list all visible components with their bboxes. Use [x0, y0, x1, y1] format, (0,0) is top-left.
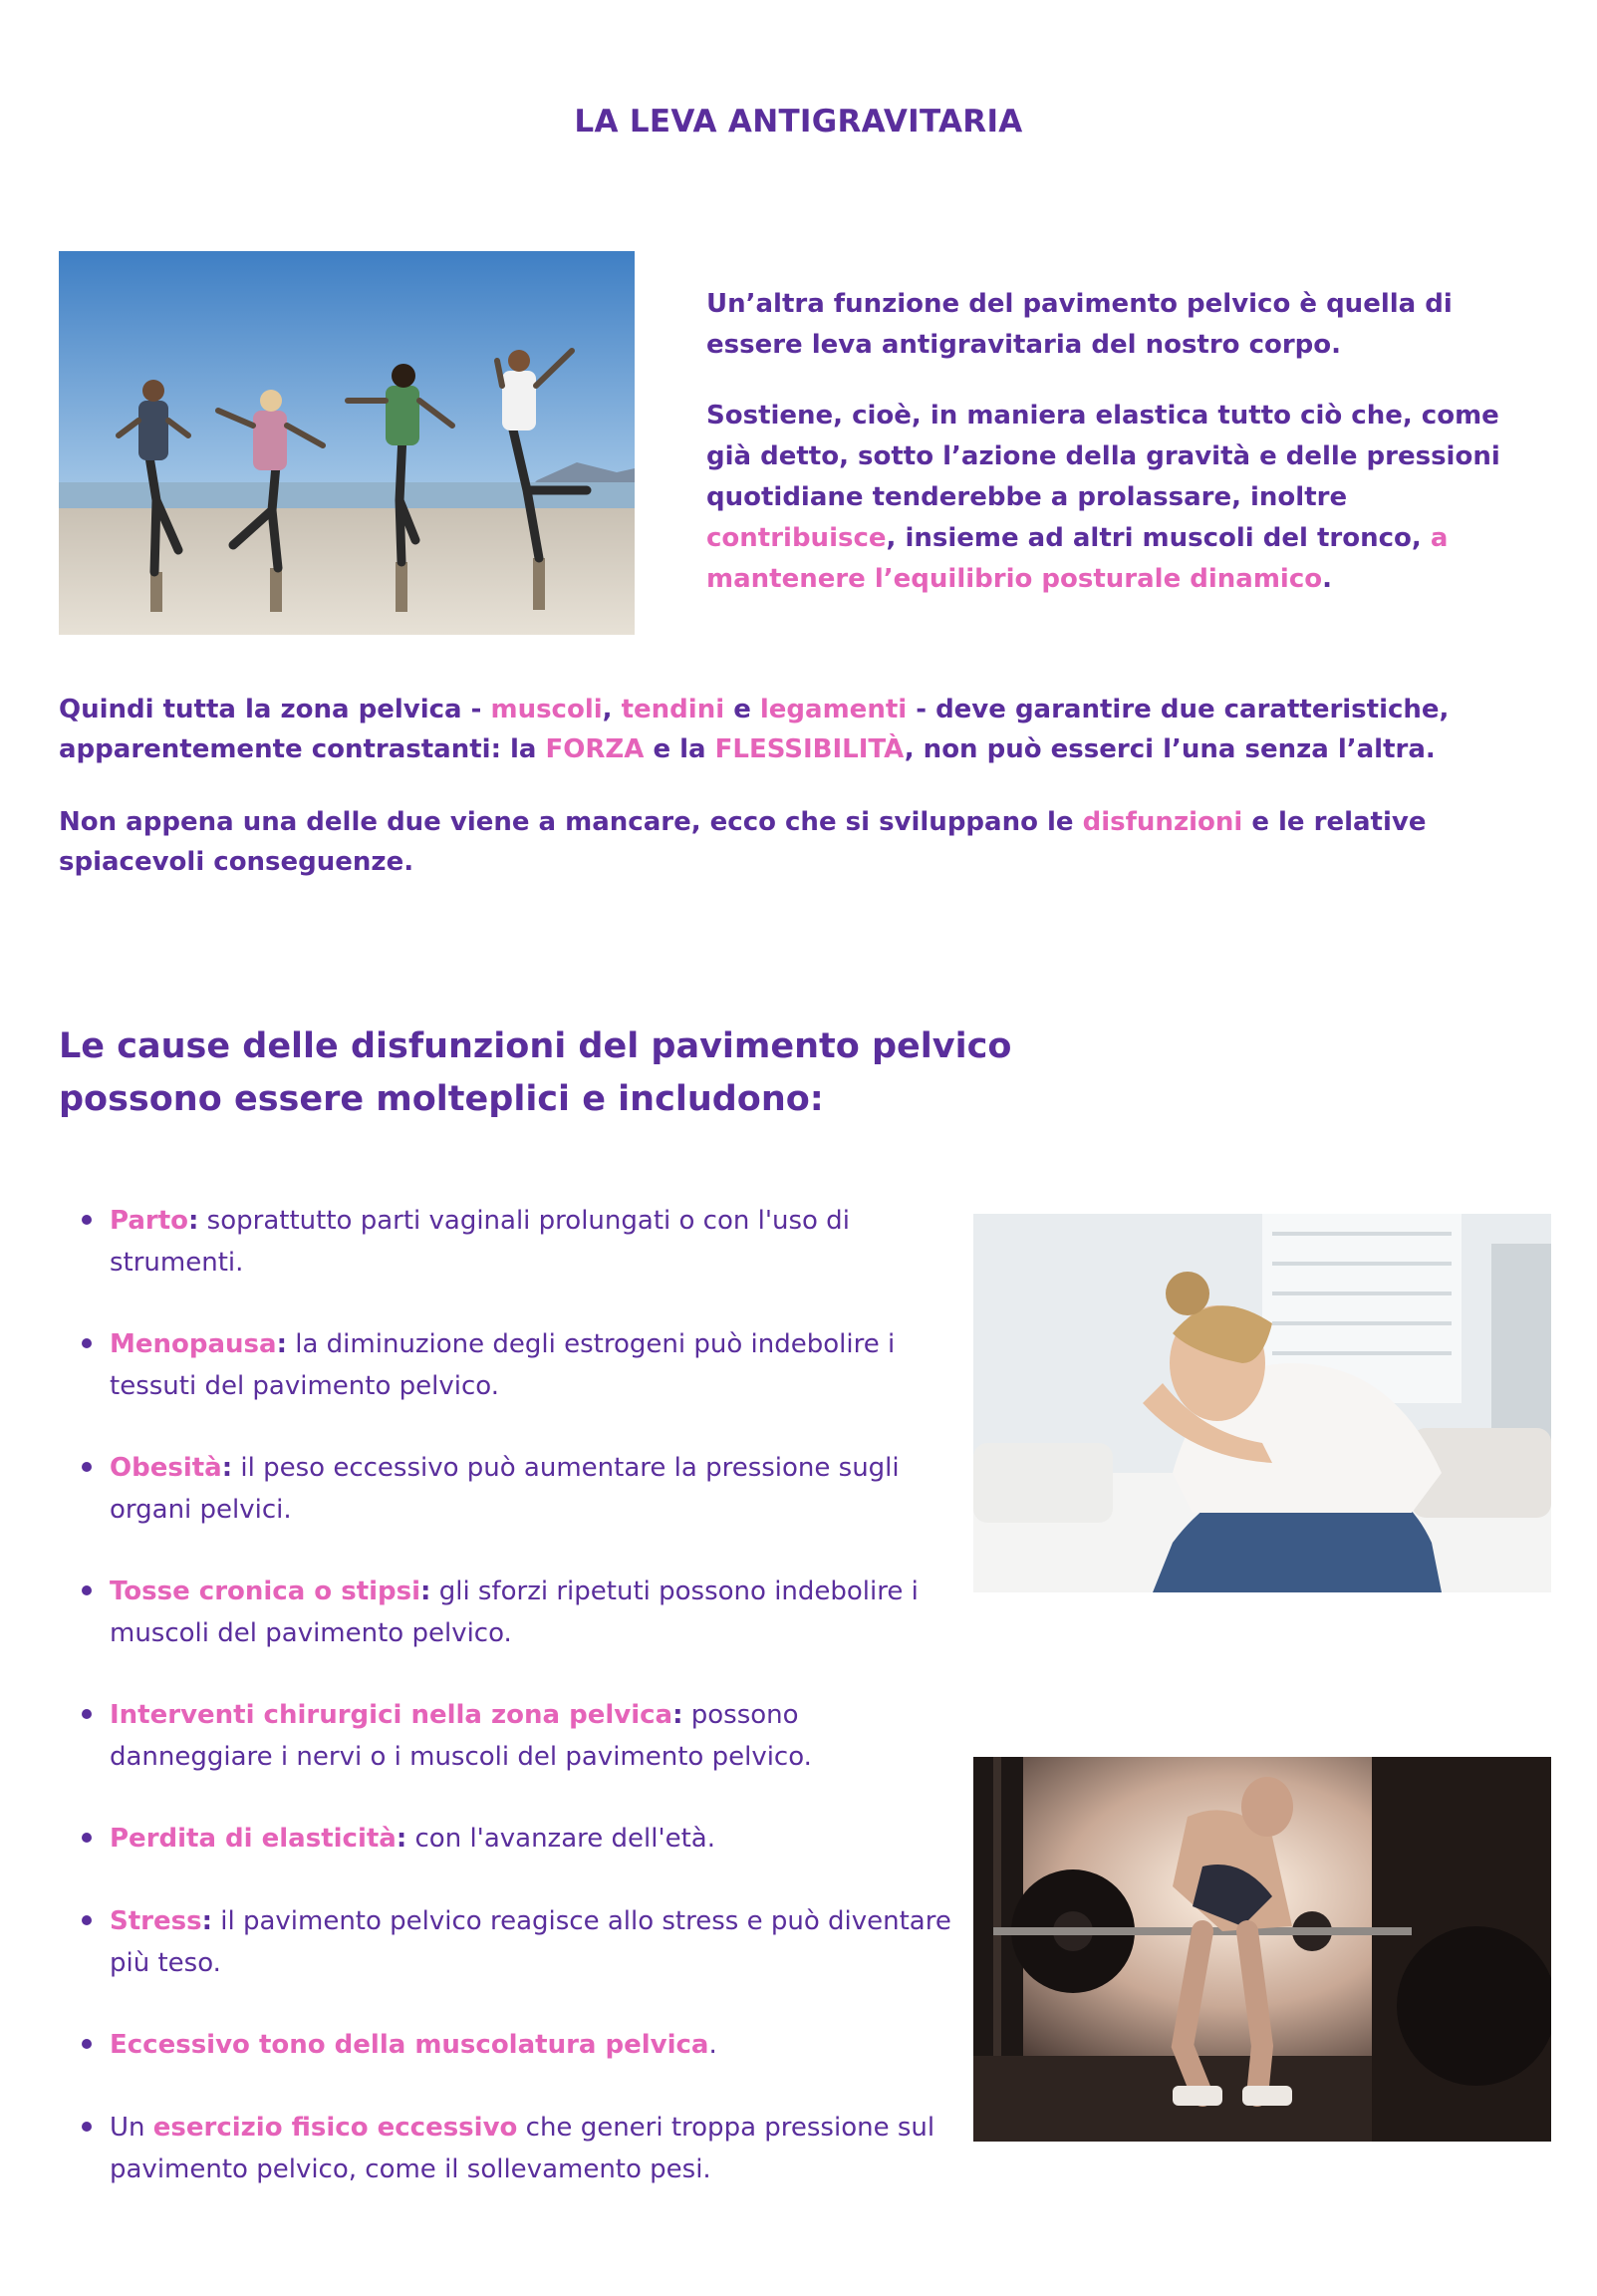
bullet-icon — [82, 1215, 92, 1225]
intro-paragraph-2: Sostiene, cioè, in maniera elastica tutto ciò che, come già detto, sotto l’azione della gravità e delle pressioni quotidiane tenderebbe a prolassare, inoltre contribuisce, insieme ad altri muscoli del tronco, a mantenere l’equilibrio posturale dinamico. — [706, 401, 1500, 594]
list-item: Tosse cronica o stipsi: gli sforzi ripetuti possono indebolire i muscoli del pavimento pelvico. — [110, 1571, 956, 1654]
bullet-icon — [82, 2122, 92, 2132]
intro-paragraph-1: Un’altra funzione del pavimento pelvico è quella di essere leva antigravitaria del nostro corpo. — [706, 289, 1453, 360]
causes-heading: Le cause delle disfunzioni del pavimento pelvico possono essere molteplici e includono: — [59, 1026, 1012, 1119]
highlight-equilibrio: a mantenere l’equilibrio posturale dinamico — [706, 523, 1449, 594]
bullet-icon — [82, 1833, 92, 1843]
list-item: Menopausa: la diminuzione degli estrogeni può indebolire i tessuti del pavimento pelvico. — [110, 1323, 956, 1407]
list-item: Perdita di elasticità: con l'avanzare dell'età. — [110, 1818, 956, 1860]
bullet-icon — [82, 1915, 92, 1925]
dysfunction-paragraph: Non appena una delle due viene a mancare, ecco che si sviluppano le disfunzioni e le relative spiacevoli conseguenze. — [59, 807, 1427, 877]
list-item: Eccessivo tono della muscolatura pelvica. — [110, 2024, 956, 2066]
list-item: Parto: soprattutto parti vaginali prolungati o con l'uso di strumenti. — [110, 1200, 956, 1284]
bullet-icon — [82, 1709, 92, 1719]
list-item: Un esercizio fisico eccessivo che generi troppa pressione sul pavimento pelvico, come il sollevamento pesi. — [110, 2107, 956, 2190]
beach-jumping-people-photo — [59, 251, 635, 635]
bullet-icon — [82, 1462, 92, 1472]
stressed-woman-photo — [973, 1214, 1551, 1592]
pelvic-zone-paragraph: Quindi tutta la zona pelvica - muscoli, tendini e legamenti - deve garantire due caratteristiche, apparentemente contrastanti: la FORZA e la FLESSIBILITÀ, non può esserci l’una senza l’altra. — [59, 695, 1450, 764]
bullet-icon — [82, 1338, 92, 1348]
bullet-icon — [82, 1585, 92, 1595]
list-item: Stress: il pavimento pelvico reagisce allo stress e può diventare più teso. — [110, 1900, 956, 1984]
list-item: Interventi chirurgici nella zona pelvica: possono danneggiare i nervi o i muscoli del pavimento pelvico. — [110, 1694, 966, 1778]
list-item: Obesità: il peso eccessivo può aumentare la pressione sugli organi pelvici. — [110, 1447, 956, 1531]
page-title: LA LEVA ANTIGRAVITARIA — [574, 104, 1023, 140]
highlight-contribuisce: contribuisce — [706, 523, 887, 553]
weightlifting-woman-photo — [973, 1757, 1551, 2142]
bullet-icon — [82, 2039, 92, 2049]
